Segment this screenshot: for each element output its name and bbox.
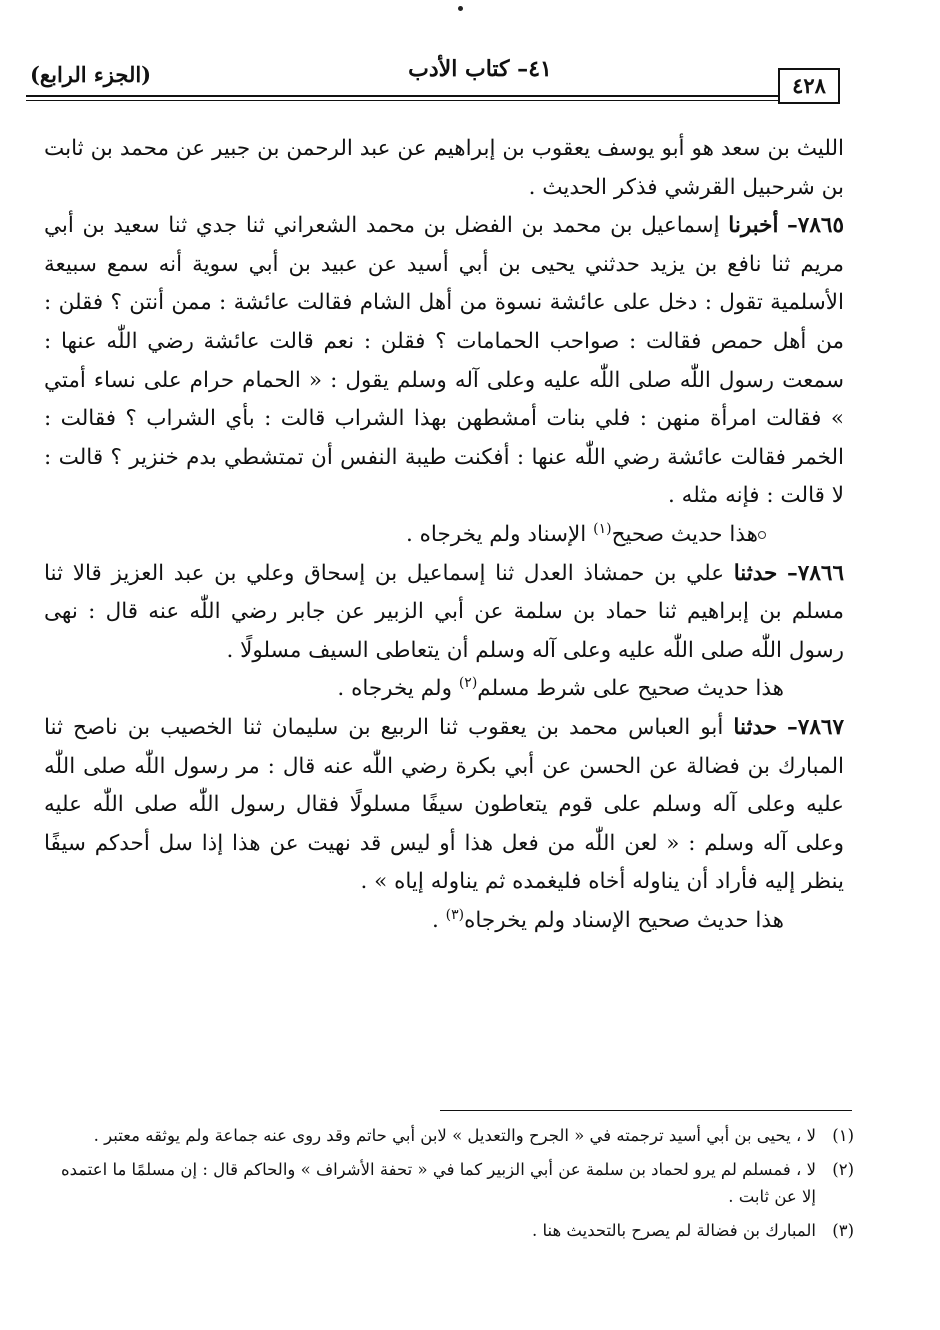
footnotes: [44, 1122, 854, 1250]
hadith-keyword: حدثنا: [733, 560, 778, 586]
verdict-text: هذا حديث صحيح الإسناد ولم يخرجاه: [464, 907, 784, 933]
footnote-separator: [440, 1110, 852, 1111]
hadith-text: إسماعيل بن محمد بن الفضل بن محمد الشعراني ثنا جدي ثنا سعيد بن أبي مريم ثنا نافع بن يزيد حدثني يحيى بن أبي أسيد عن عبيد بن أبي سوية أنه سمع سبيعة الأسلمية تقول : دخل على عائشة نسوة من أهل الشام فقالت عائشة : ممن أنتن ؟ فقلن : من أهل حمص فقالت : صواحب الحمامات ؟ فقلن : نعم قالت عائشة رضي اللّٰه عنها : سمعت رسول اللّٰه صلى اللّٰه عليه وعلى آله وسلم يقول : « الحمام حرام على نساء أمتي » فقالت امرأة منهن : فلي بنات أمشطهن بهذا الشراب قالت : بأي الشراب ؟ فقالت : الخمر فقالت عائشة رضي اللّٰه عنها : أفكنت طيبة النفس أن تمتشطي بدم خنزير ؟ قالت : لا قالت : فإنه مثله .: [44, 213, 844, 509]
hadith-7865: [44, 207, 844, 516]
header-rule-thick: [26, 95, 778, 97]
chapter-title: ٤١– كتاب الأدب: [408, 56, 552, 82]
footnote-mark: (٢): [832, 1159, 854, 1179]
verdict-text: هذا حديث صحيح: [611, 521, 758, 547]
footnote-ref[interactable]: (٢): [458, 675, 478, 692]
volume-label: (الجزء الرابع): [30, 62, 152, 87]
footnote-ref[interactable]: (٣): [445, 906, 465, 923]
footnote-text: المبارك بن فضالة لم يصرح بالتحديث هنا .: [531, 1220, 816, 1240]
main-text: [44, 130, 844, 940]
footnote-mark: (٣): [832, 1220, 854, 1240]
verdict-7866: [44, 670, 844, 709]
page-header: [0, 0, 940, 110]
footnote-item: [44, 1156, 854, 1211]
footnote-text: لا ، فمسلم لم يرو لحماد بن سلمة عن أبي الزبير كما في « تحفة الأشراف » والحاكم قال : إن مسلمًا ما اعتمده إلا عن ثابت .: [60, 1159, 816, 1206]
circle-mark-icon: [758, 531, 766, 539]
verdict-text: هذا حديث صحيح على شرط مسلم: [477, 676, 784, 702]
paragraph-intro: الليث بن سعد هو أبو يوسف يعقوب بن إبراهيم عن عبد الرحمن بن جبير عن محمد بن ثابت بن شرحبيل القرشي فذكر الحديث .: [44, 136, 844, 200]
hadith-number: ٧٨٦٧–: [787, 714, 844, 740]
verdict-end: الإسناد ولم يخرجاه .: [405, 521, 587, 547]
header-rule-thin: [26, 100, 778, 101]
verdict-7867: [44, 902, 844, 941]
hadith-number: ٧٨٦٥–: [787, 213, 844, 239]
hadith-keyword: حدثنا: [733, 714, 778, 740]
footnote-mark: (١): [832, 1126, 854, 1145]
page-number: ٤٢٨: [778, 68, 840, 104]
footnote-item: [44, 1122, 854, 1150]
footnote-ref[interactable]: (١): [593, 520, 612, 537]
hadith-text: علي بن حمشاذ العدل ثنا إسماعيل بن إسحاق وعلي بن عبد العزيز قالا ثنا مسلم بن إبراهيم ثنا حماد بن سلمة عن أبي الزبير عن جابر رضي اللّٰه عنه قال : نهى رسول اللّٰه صلى اللّٰه عليه وعلى آله وسلم أن يتعاطى السيف مسلولًا .: [44, 560, 844, 663]
hadith-7866: [44, 555, 844, 671]
footnote-text: لا ، يحيى بن أبي أسيد ترجمته في « الجرح والتعديل » لابن أبي حاتم وقد روى عنه جماعة ولم يوثقه معتبر .: [93, 1126, 816, 1145]
verdict-7865: [44, 516, 844, 555]
hadith-keyword: أخبرنا: [728, 213, 779, 239]
hadith-text: أبو العباس محمد بن يعقوب ثنا الربيع بن سليمان ثنا الخصيب بن ناصح ثنا المبارك بن فضالة عن الحسن عن أبي بكرة رضي اللّٰه عنه قال : مر رسول اللّٰه صلى اللّٰه عليه وعلى آله وسلم على قوم يتعاطون سيفًا مسلولًا فقال رسول اللّٰه صلى اللّٰه عليه وعلى آله وسلم : « لعن اللّٰه من فعل هذا أو ليس قد نهيت عن هذا إذا سل أحدكم سيفًا ينظر إليه فأراد أن يناوله أخاه فليغمده ثم يناوله إياه » .: [44, 714, 844, 895]
verdict-end: ولم يخرجاه .: [337, 676, 452, 702]
verdict-end: .: [431, 907, 439, 933]
hadith-number: ٧٨٦٦–: [787, 560, 844, 586]
footnote-item: [44, 1217, 854, 1245]
hadith-7867: [44, 709, 844, 902]
